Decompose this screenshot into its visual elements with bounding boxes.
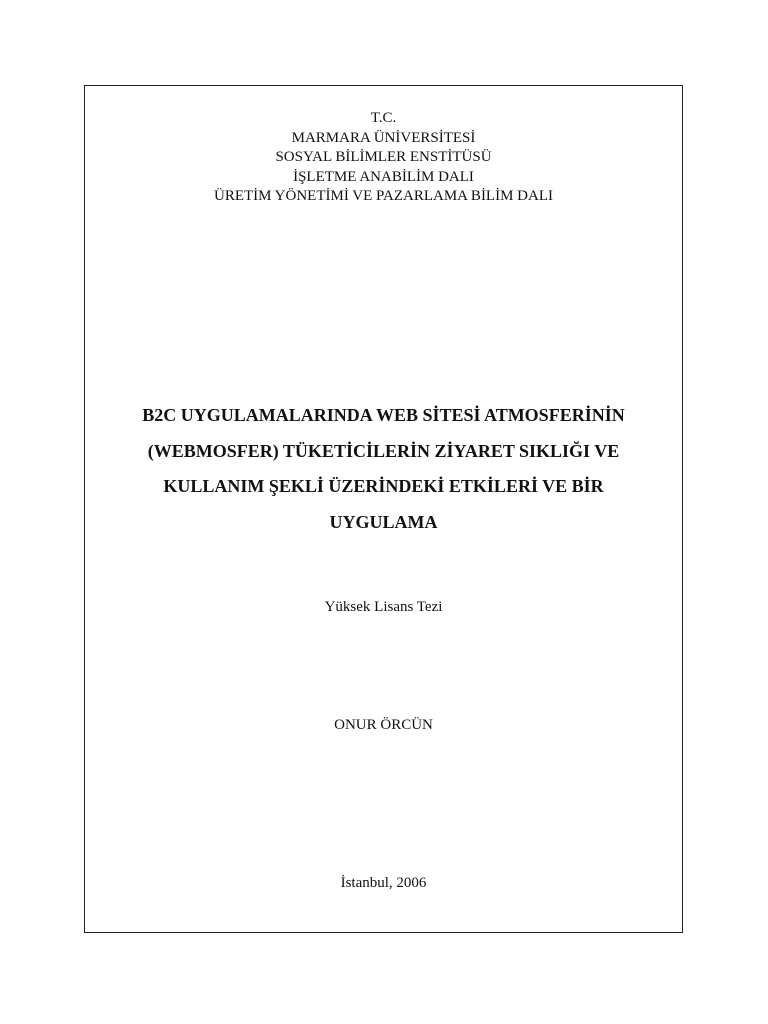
thesis-title-line-4: UYGULAMA bbox=[329, 511, 438, 532]
thesis-title bbox=[85, 398, 682, 540]
country-abbreviation: T.C. bbox=[370, 110, 397, 126]
university-name: MARMARA ÜNİVERSİTESİ bbox=[291, 129, 476, 146]
department-name: İŞLETME ANABİLİM DALI bbox=[293, 168, 474, 185]
thesis-title-line-2: (WEBMOSFER) TÜKETİCİLERİN ZİYARET SIKLIĞI VE bbox=[147, 440, 620, 461]
thesis-title-line-3: KULLANIM ŞEKLİ ÜZERİNDEKİ ETKİLERİ VE BİR bbox=[163, 476, 604, 496]
thesis-title-line-1: B2C UYGULAMALARINDA WEB SİTESİ ATMOSFERİNİN bbox=[142, 405, 625, 425]
institute-name: SOSYAL BİLİMLER ENSTİTÜSÜ bbox=[275, 149, 492, 165]
cover-page-frame bbox=[84, 85, 683, 933]
place-and-date: İstanbul, 2006 bbox=[340, 875, 427, 891]
thesis-type: Yüksek Lisans Tezi bbox=[324, 599, 443, 615]
institution-block bbox=[85, 109, 682, 207]
division-name: ÜRETİM YÖNETİMİ VE PAZARLAMA BİLİM DALI bbox=[213, 188, 554, 204]
author-name: ONUR ÖRCÜN bbox=[334, 717, 433, 733]
